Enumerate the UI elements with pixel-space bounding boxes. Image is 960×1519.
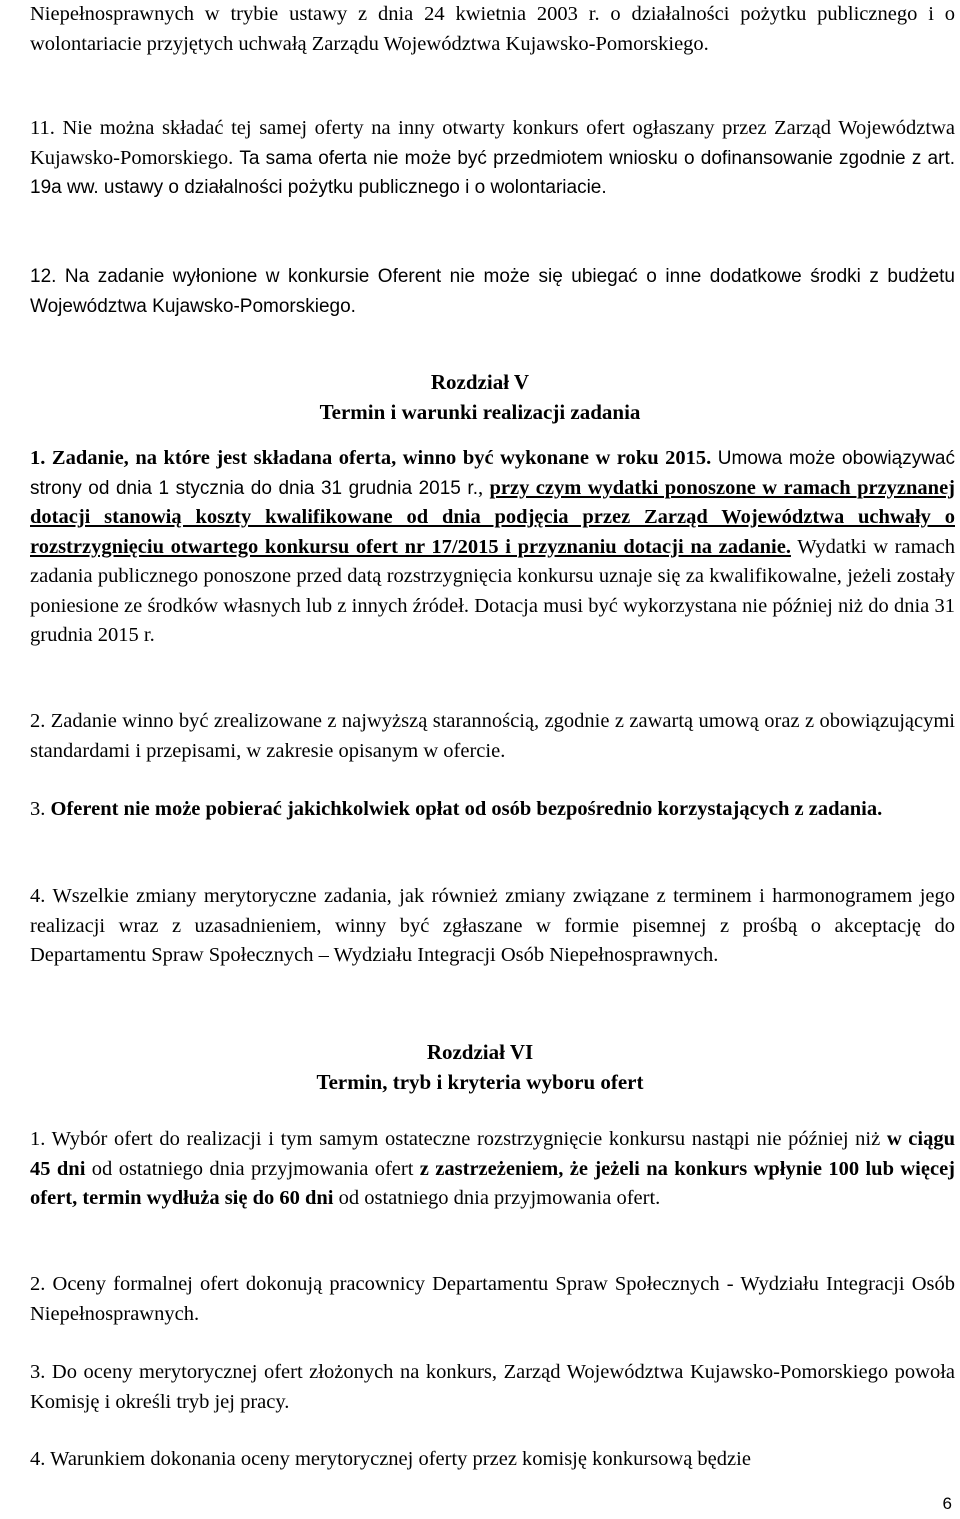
chapter-5-p1-rest: Wydatki w ramach zadania publicznego ponoszone przed datą rozstrzygnięcia konkursu uznaje się za kwalifikowalne, jeżeli zostały poniesione ze środków własnych lub z innych źródeł. Dotacja musi być wykorzystana nie później niż do dnia 31 grudnia 2015 r.: [30, 535, 955, 646]
chapter-5-subtitle: Termin i warunki realizacji zadania: [319, 399, 641, 424]
page-number: 6: [942, 1494, 952, 1513]
chapter-5-paragraph-2: 2. Zadanie winno być zrealizowane z najwyższą starannością, zgodnie z zawartą umową oraz z obowiązującymi standardami i przepisami, w zakresie opisanym w ofercie.: [30, 710, 955, 762]
chapter-5-heading: [0, 368, 960, 427]
chapter-6-p1-d: z zastrzeżeniem, że jeżeli na konkurs wpłynie 100 lub więcej ofert, termin wydłuża się do 60 dni: [30, 1157, 956, 1209]
chapter-6-subtitle: Termin, tryb i kryteria wyboru ofert: [316, 1069, 644, 1094]
chapter-6-paragraph-1: [30, 1125, 955, 1214]
chapter-6-title: Rozdział VI: [426, 1040, 534, 1064]
paragraph-12-number: 12.: [30, 266, 57, 287]
chapter-6-p1-b: w ciągu 45 dni: [30, 1128, 956, 1180]
chapter-5-paragraph-3: [30, 795, 955, 825]
chapter-5-p1-comma: ,: [478, 476, 490, 499]
chapter-6-p1-e: od ostatniego dnia przyjmowania ofert.: [333, 1187, 661, 1209]
paragraph-11-part-b: Ta sama oferta nie może być przedmiotem wniosku o dofinansowanie zgodnie z art. 19a ww. ustawy o działalności pożytku publicznego i o wolontariacie.: [30, 147, 955, 198]
chapter-6-paragraph-2: 2. Oceny formalnej ofert dokonują pracownicy Departamentu Spraw Społecznych - Wydziału Integracji Osób Niepełnosprawnych.: [30, 1273, 955, 1325]
paragraph-11-part-a: Nie można składać tej samej oferty na inny otwarty konkurs ofert ogłaszany przez Zarząd Województwa Kujawsko-Pomorskiego.: [30, 117, 955, 169]
intro-paragraph: Niepełnosprawnych w trybie ustawy z dnia 24 kwietnia 2003 r. o działalności pożytku publicznego i o wolontariacie przyjętych uchwałą Zarządu Województwa Kujawsko-Pomorskiego.: [30, 3, 955, 55]
paragraph-11: [30, 114, 955, 203]
chapter-5-p3-bold: Oferent nie może pobierać jakichkolwiek opłat od osób bezpośrednio korzystających z zadania.: [50, 798, 883, 820]
chapter-5-p3-number: 3.: [30, 798, 51, 820]
chapter-5-p1-bold: 1. Zadanie, na które jest składana oferta, winno być wykonane w roku 2015.: [30, 447, 712, 469]
paragraph-12: [30, 262, 955, 321]
paragraph-11-number: 11.: [30, 117, 55, 139]
chapter-6-p1-a: 1. Wybór ofert do realizacji i tym samym ostateczne rozstrzygnięcie konkursu nastąpi nie później niż: [30, 1128, 887, 1150]
chapter-5-paragraph-1: [30, 444, 955, 651]
chapter-5-p1-underlined: przy czym wydatki ponoszone w ramach przyznanej dotacji stanowią koszty kwalifikowane od dnia podjęcia przez Zarząd Województwa uchwały o rozstrzygnięciu otwartego konkursu ofert nr 17/2015 i przyznaniu dotacji na zadanie.: [30, 476, 955, 558]
chapter-6-paragraph-4: 4. Warunkiem dokonania oceny merytorycznej oferty przez komisję konkursową będzie: [30, 1448, 751, 1470]
chapter-5-paragraph-4: 4. Wszelkie zmiany merytoryczne zadania, jak również zmiany związane z terminem i harmonogramem jego realizacji wraz z uzasadnieniem, winny być zgłaszane w formie pisemnej z prośbą o akceptację do Departamentu Spraw Społecznych – Wydziału Integracji Osób Niepełnosprawnych.: [30, 885, 955, 966]
chapter-6-paragraph-3: 3. Do oceny merytorycznej ofert złożonych na konkurs, Zarząd Województwa Kujawsko-Pomorskiego powoła Komisję i określi tryb jej pracy.: [30, 1361, 955, 1413]
chapter-5-p1-sans: Umowa może obowiązywać strony od dnia 1 stycznia do dnia 31 grudnia 2015 r.: [30, 448, 956, 499]
chapter-6-p1-c: od ostatniego dnia przyjmowania ofert: [85, 1157, 420, 1180]
chapter-6-heading: [0, 1038, 960, 1097]
paragraph-12-text: Na zadanie wyłonione w konkursie Oferent nie może się ubiegać o inne dodatkowe środki z budżetu Województwa Kujawsko-Pomorskiego.: [30, 266, 955, 317]
chapter-5-title: Rozdział V: [430, 370, 530, 394]
